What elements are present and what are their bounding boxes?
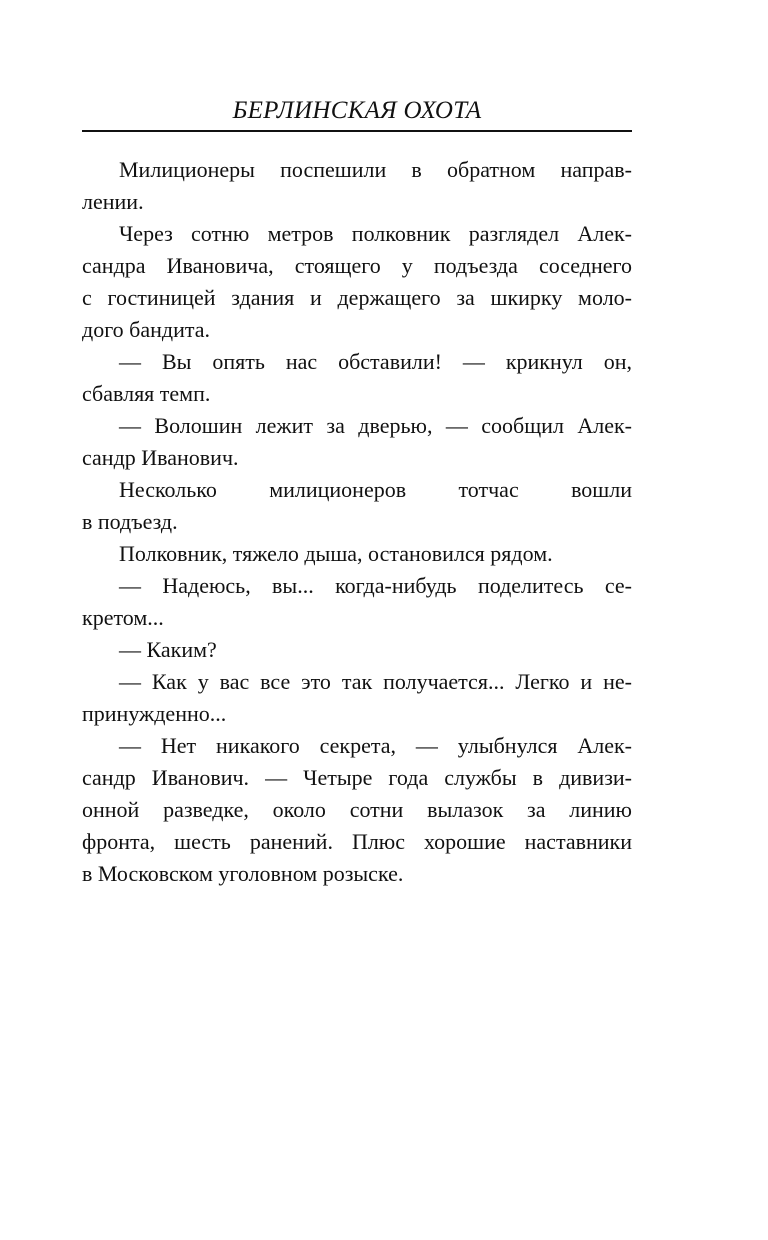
text-line: в Московском уголовном розыске. [82, 861, 404, 886]
paragraph [82, 410, 632, 474]
text-line: — Надеюсь, вы... когда-нибудь поделитесь се- [119, 573, 632, 598]
paragraph [82, 538, 632, 570]
paragraph [82, 666, 632, 730]
text-line: в подъезд. [82, 509, 178, 534]
text-line: Несколько милиционеров тотчас вошли [119, 477, 632, 502]
text-line: сандр Иванович. [82, 445, 239, 470]
body-text [82, 154, 632, 890]
book-page [82, 96, 632, 890]
paragraph [82, 570, 632, 634]
paragraph [82, 346, 632, 410]
text-line: с гостиницей здания и держащего за шкирку моло- [82, 285, 632, 310]
text-line: онной разведке, около сотни вылазок за линию [82, 797, 632, 822]
paragraph [82, 474, 632, 538]
text-line: сандр Иванович. — Четыре года службы в дивизи- [82, 765, 632, 790]
paragraph [82, 218, 632, 346]
text-line: — Вы опять нас обставили! — крикнул он, [119, 349, 632, 374]
text-line: лении. [82, 189, 144, 214]
paragraph [82, 154, 632, 218]
text-line: принужденно... [82, 701, 227, 726]
text-line: фронта, шесть ранений. Плюс хорошие наставники [82, 829, 632, 854]
text-line: — Волошин лежит за дверью, — сообщил Алек- [119, 413, 632, 438]
text-line: дого бандита. [82, 317, 211, 342]
header-rule [82, 130, 632, 132]
text-line: сбавляя темп. [82, 381, 211, 406]
text-line: Полковник, тяжело дыша, остановился рядом. [119, 541, 553, 566]
text-line: — Нет никакого секрета, — улыбнулся Алек- [119, 733, 632, 758]
text-line: Милиционеры поспешили в обратном направ- [119, 157, 632, 182]
text-line: Через сотню метров полковник разглядел Алек- [119, 221, 632, 246]
paragraph [82, 730, 632, 890]
text-line: кретом... [82, 605, 164, 630]
running-title: БЕРЛИНСКАЯ ОХОТА [232, 97, 482, 124]
text-line: сандра Ивановича, стоящего у подъезда соседнего [82, 253, 632, 278]
paragraph [82, 634, 632, 666]
text-line: — Как у вас все это так получается... Легко и не- [119, 669, 632, 694]
text-line: — Каким? [119, 637, 217, 662]
